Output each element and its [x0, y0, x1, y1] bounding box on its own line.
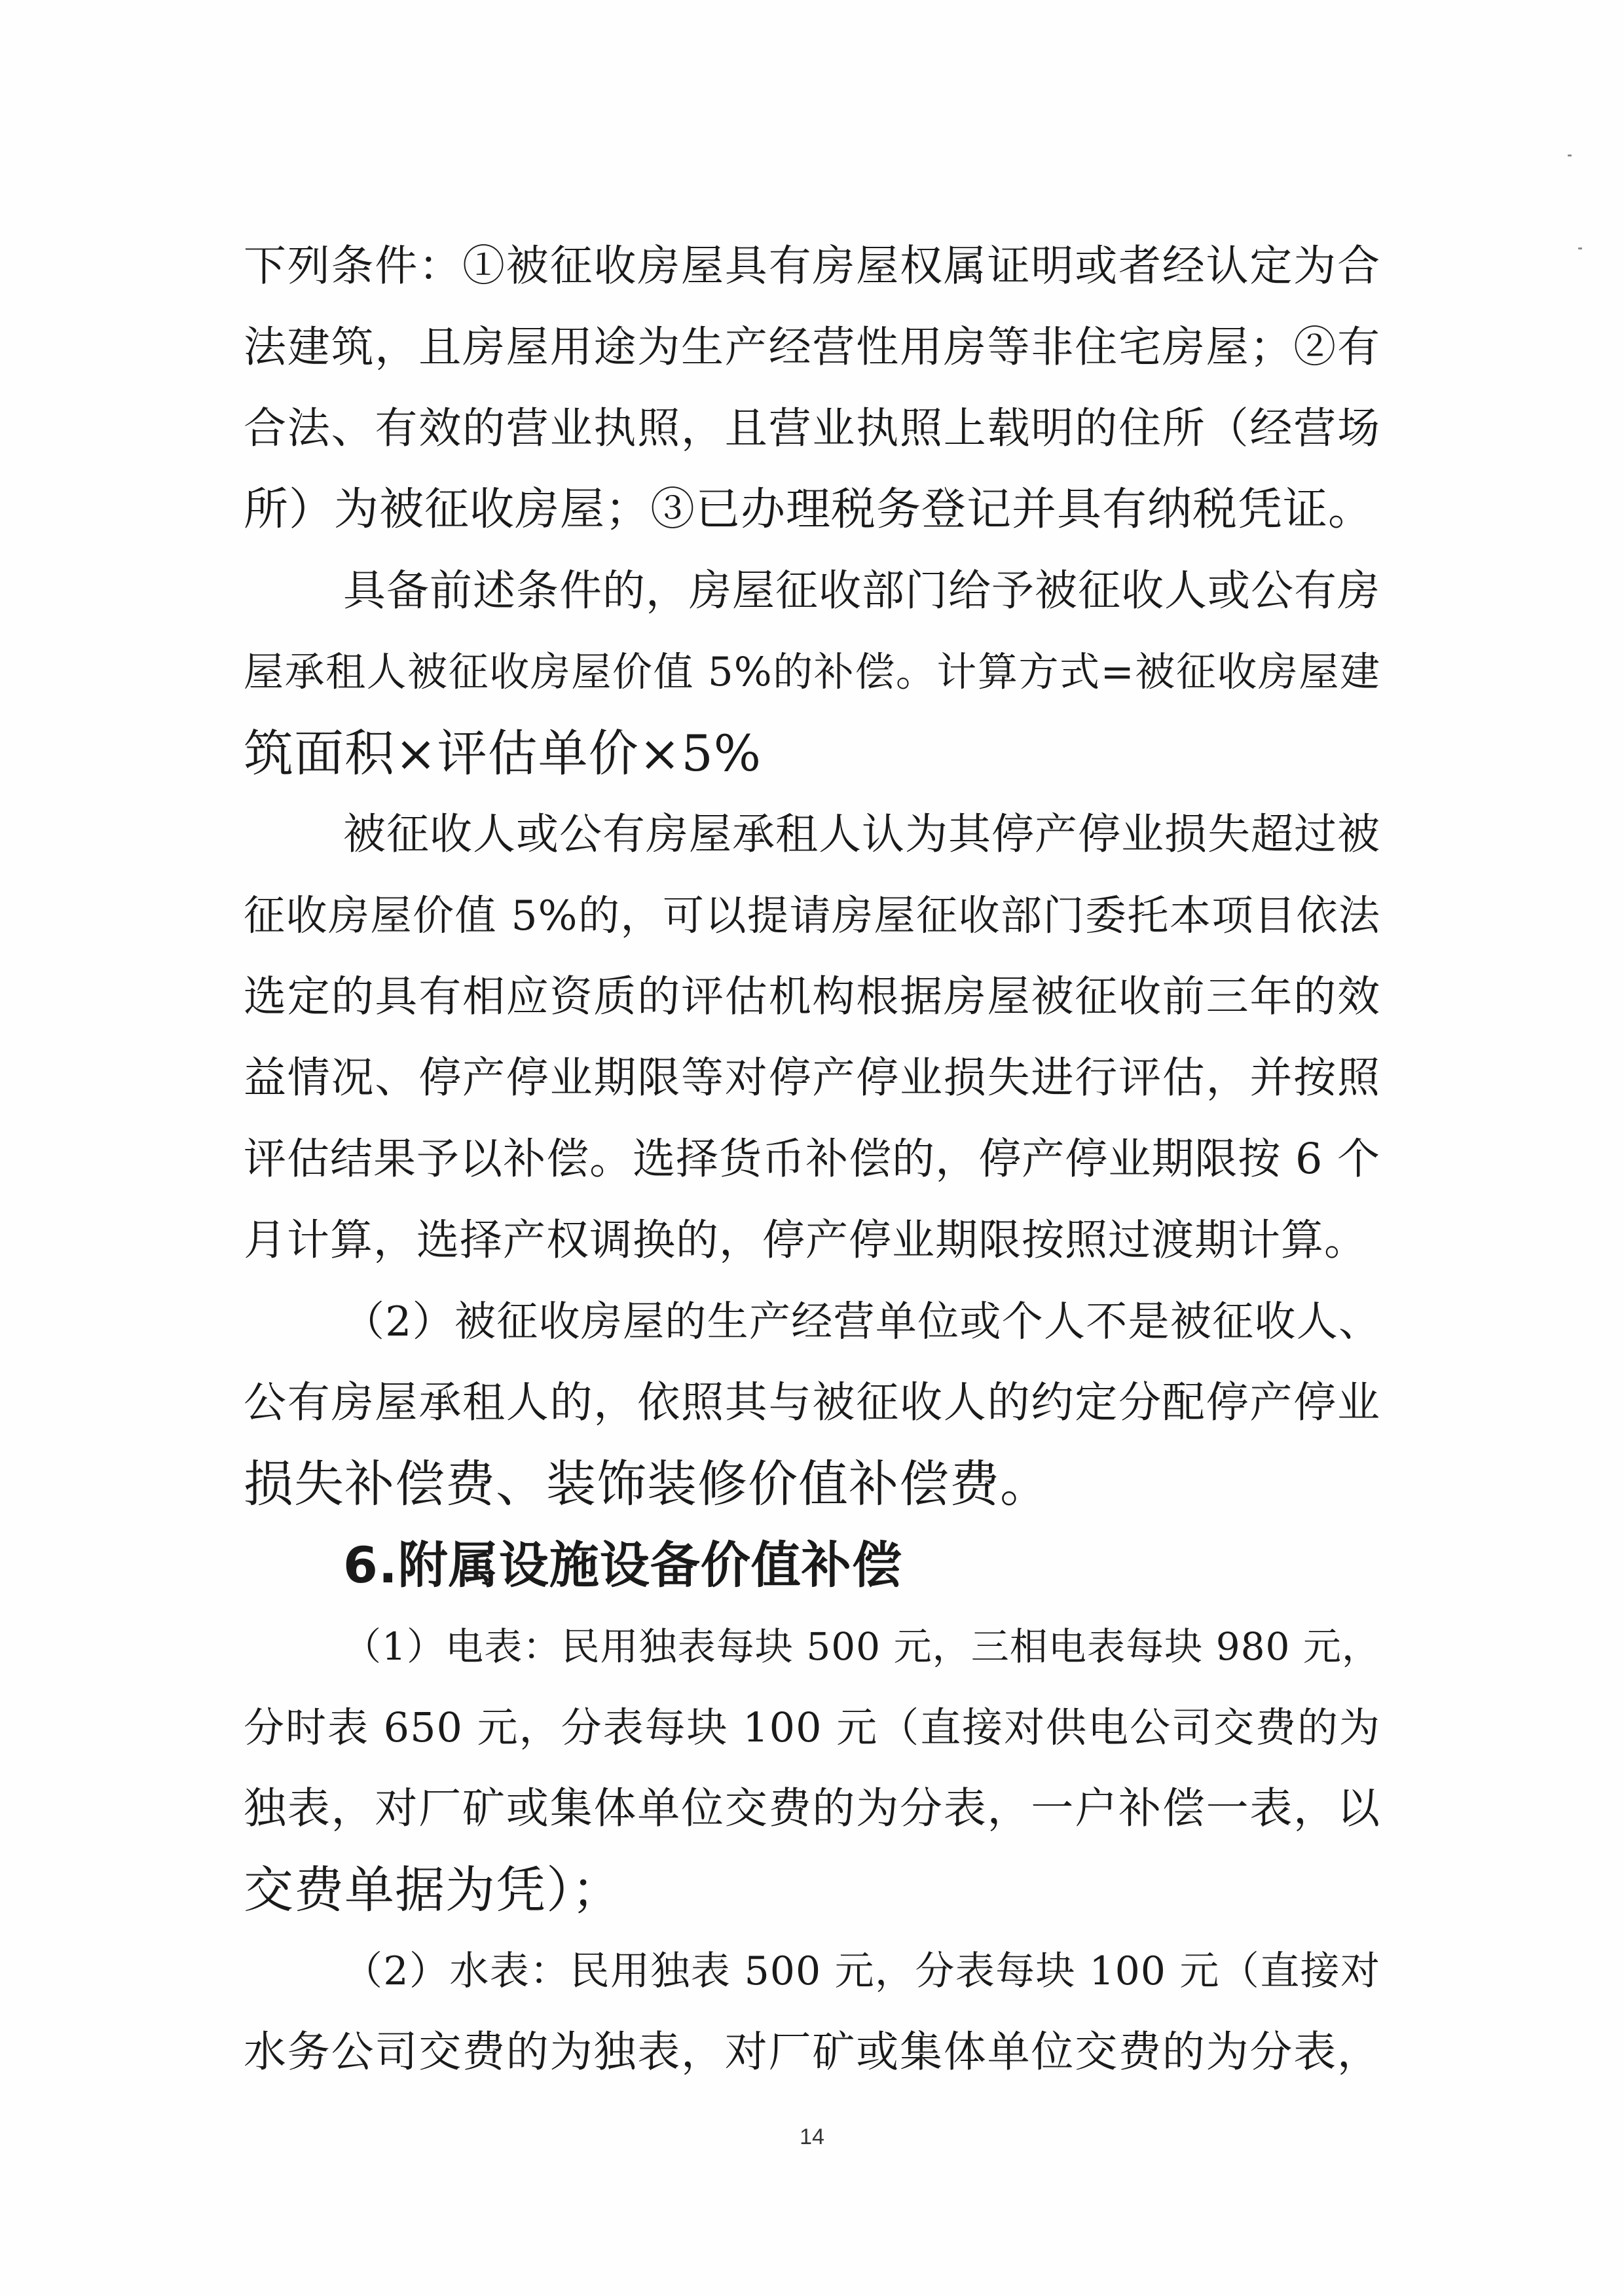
body-text — [244, 226, 1380, 2093]
page-number: 14 — [800, 2124, 824, 2149]
paragraph-start-line: （2）被征收房屋的生产经营单位或个人不是被征收人、 — [343, 1298, 1380, 1345]
paragraph-start-line: 具备前述条件的，房屋征收部门给予被征收人或公有房 — [343, 566, 1381, 615]
text-line: 公有房屋承租人的，依照其与被征收人的约定分配停产停业 — [244, 1378, 1380, 1427]
text-line: 损失补偿费、装饰装修价值补偿费。 — [244, 1455, 1050, 1513]
text-line: 益情况、停产停业期限等对停产停业损失进行评估，并按照 — [244, 1053, 1380, 1102]
section-heading: 6.附属设施设备价值补偿 — [343, 1536, 902, 1594]
text-line: 下列条件：①被征收房屋具有房屋权属证明或者经认定为合 — [244, 242, 1380, 291]
text-line: 屋承租人被征收房屋价值 5%的补偿。计算方式=被征收房屋建 — [244, 649, 1380, 695]
text-line: 月计算，选择产权调换的，停产停业期限按照过渡期计算。 — [244, 1216, 1368, 1265]
paragraph-start-line: 被征收人或公有房屋承租人认为其停产停业损失超过被 — [343, 810, 1381, 859]
paragraph-start-line: （2）水表：民用独表 500 元，分表每块 100 元（直接对 — [343, 1948, 1380, 1994]
text-line: 征收房屋价值 5%的，可以提请房屋征收部门委托本项目依法 — [244, 892, 1380, 939]
text-line: 独表，对厂矿或集体单位交费的为分表，一户补偿一表，以 — [244, 1784, 1380, 1833]
text-line: 筑面积×评估单价×5% — [244, 724, 762, 782]
text-line: 法建筑，且房屋用途为生产经营性用房等非住宅房屋；②有 — [244, 323, 1380, 372]
scan-speck — [1568, 155, 1572, 156]
paragraph-start-line: （1）电表：民用独表每块 500 元，三相电表每块 980 元， — [343, 1624, 1380, 1669]
text-line: 交费单据为凭）； — [244, 1861, 622, 1919]
text-line: 选定的具有相应资质的评估机构根据房屋被征收前三年的效 — [244, 972, 1380, 1021]
scan-speck — [1578, 247, 1582, 249]
text-line: 合法、有效的营业执照，且营业执照上载明的住所（经营场 — [244, 404, 1380, 453]
text-line: 水务公司交费的为独表，对厂矿或集体单位交费的为分表， — [244, 2028, 1380, 2077]
text-line: 分时表 650 元，分表每块 100 元（直接对供电公司交费的为 — [244, 1704, 1380, 1751]
text-line: 所）为被征收房屋；③已办理税务登记并具有纳税凭证。 — [244, 484, 1374, 536]
text-line: 评估结果予以补偿。选择货币补偿的，停产停业期限按 6 个 — [244, 1135, 1380, 1184]
